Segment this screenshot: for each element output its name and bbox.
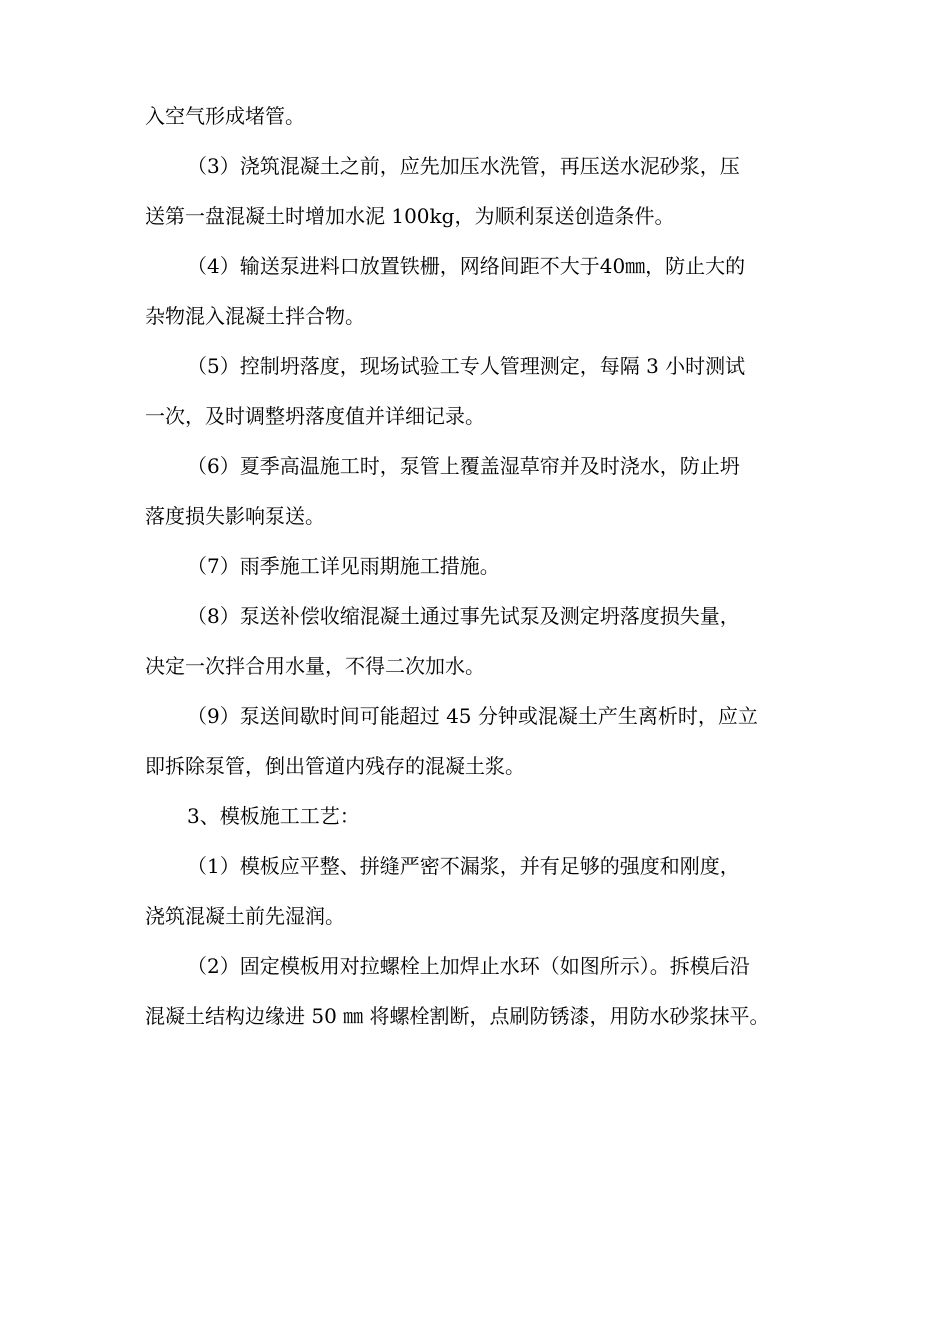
text-line-11: （8）泵送补偿收缩混凝土通过事先试泵及测定坍落度损失量， — [187, 604, 740, 628]
text-line-1: 入空气形成堵管。 — [145, 104, 305, 128]
text-line-4: （4）输送泵进料口放置铁栅，网络间距不大于40㎜，防止大的 — [187, 254, 746, 278]
text-line-16: （1）模板应平整、拼缝严密不漏浆，并有足够的强度和刚度， — [187, 854, 740, 878]
text-line-9: 落度损失影响泵送。 — [145, 504, 325, 528]
text-line-13: （9）泵送间歇时间可能超过 45 分钟或混凝土产生离析时，应立 — [187, 704, 758, 728]
text-line-2: （3）浇筑混凝土之前，应先加压水洗管，再压送水泥砂浆，压 — [187, 154, 740, 178]
text-line-8: （6）夏季高温施工时，泵管上覆盖湿草帘并及时浇水，防止坍 — [187, 454, 740, 478]
text-line-7: 一次，及时调整坍落度值并详细记录。 — [145, 404, 485, 428]
text-line-17: 浇筑混凝土前先湿润。 — [145, 904, 345, 928]
text-line-14: 即拆除泵管，倒出管道内残存的混凝土浆。 — [145, 754, 525, 778]
text-line-3: 送第一盘混凝土时增加水泥 100kg，为顺利泵送创造条件。 — [145, 204, 675, 228]
text-line-19: 混凝土结构边缘进 50 ㎜ 将螺栓割断，点刷防锈漆，用防水砂浆抹平。 — [145, 1004, 770, 1028]
text-line-6: （5）控制坍落度，现场试验工专人管理测定，每隔 3 小时测试 — [187, 354, 746, 378]
section-heading: 3、模板施工工艺： — [187, 804, 360, 828]
document-page — [145, 104, 809, 1054]
text-line-12: 决定一次拌合用水量，不得二次加水。 — [145, 654, 485, 678]
text-line-10: （7）雨季施工详见雨期施工措施。 — [187, 554, 500, 578]
text-line-5: 杂物混入混凝土拌合物。 — [145, 304, 365, 328]
text-line-18: （2）固定模板用对拉螺栓上加焊止水环（如图所示）。拆模后沿 — [187, 954, 750, 978]
